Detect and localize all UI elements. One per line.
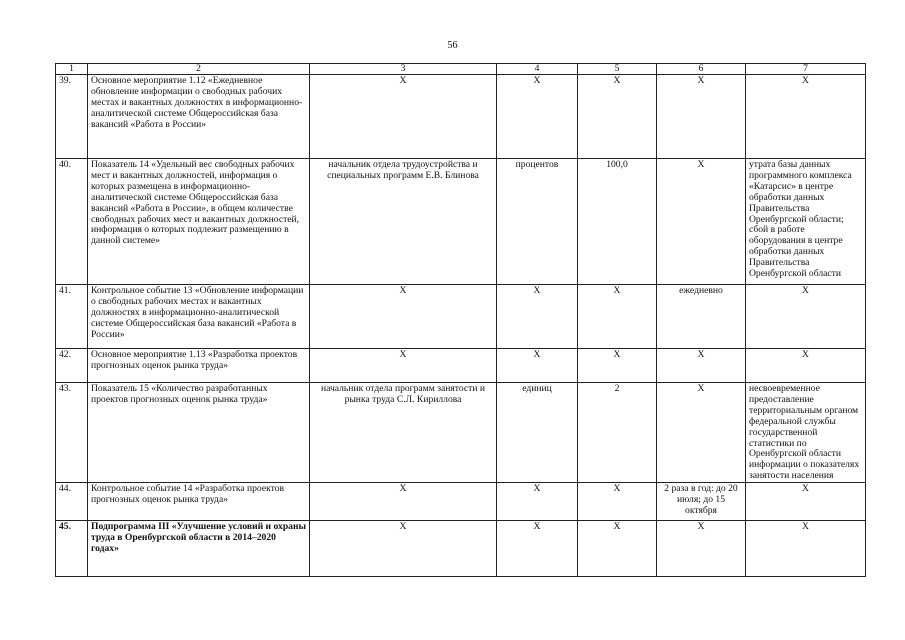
risk: X [746, 285, 866, 349]
risk: утрата базы данных программного комплекса «Катарсис» в центре обработки данных Правительства Оренбургской области; сбой в работе оборудования в центре обработки данных Правительства Оренбургской области [746, 159, 866, 285]
responsible: X [310, 483, 497, 521]
value: X [578, 349, 657, 383]
column-number: 7 [746, 64, 866, 75]
unit: X [497, 349, 578, 383]
item-name: Показатель 15 «Количество разработанных проектов прогнозных оценок рынка труда» [88, 383, 310, 483]
table-row [56, 159, 866, 285]
column-number: 3 [310, 64, 497, 75]
term: X [657, 75, 746, 159]
table-row [56, 383, 866, 483]
responsible: X [310, 285, 497, 349]
column-number-row [56, 64, 866, 75]
risk: X [746, 521, 866, 577]
unit: X [497, 285, 578, 349]
row-number: 42. [56, 349, 88, 383]
risk: несвоевременное предоставление территориальным органом федеральной службы государственной статистики по Оренбургской области информации о показателях занятости населения [746, 383, 866, 483]
risk: X [746, 349, 866, 383]
table-row [56, 521, 866, 577]
item-name: Показатель 14 «Удельный вес свободных рабочих мест и вакантных должностей, информация о которых размещена в информационно-аналитической системе Общероссийская база вакансий «Работа в России», в общем количестве свободных рабочих мест и вакантных должностей, информация о которых подлежит размещению в данной системе» [88, 159, 310, 285]
value: X [578, 285, 657, 349]
item-name: Подпрограмма III «Улучшение условий и охраны труда в Оренбургской области в 2014–2020 годах» [88, 521, 310, 577]
value: 100,0 [578, 159, 657, 285]
responsible: начальник отдела программ занятости и рынка труда С.Л. Кириллова [310, 383, 497, 483]
term: ежедневно [657, 285, 746, 349]
plan-table [55, 63, 866, 577]
term: X [657, 521, 746, 577]
unit: X [497, 483, 578, 521]
unit: X [497, 521, 578, 577]
page-number: 56 [447, 40, 458, 51]
row-number: 44. [56, 483, 88, 521]
item-name: Основное мероприятие 1.12 «Ежедневное обновление информации о свободных рабочих местах и вакантных должностях в информационно-аналитической системе Общероссийская база вакансий «Работа в России» [88, 75, 310, 159]
term: X [657, 349, 746, 383]
column-number: 2 [88, 64, 310, 75]
table-row [56, 483, 866, 521]
table-row [56, 349, 866, 383]
item-name: Контрольное событие 13 «Обновление информации о свободных рабочих местах и вакантных должностях в информационно-аналитической системе Общероссийская база вакансий «Работа в России» [88, 285, 310, 349]
column-number: 5 [578, 64, 657, 75]
column-number: 1 [56, 64, 88, 75]
row-number: 40. [56, 159, 88, 285]
value: X [578, 483, 657, 521]
unit: единиц [497, 383, 578, 483]
term: X [657, 383, 746, 483]
responsible: X [310, 75, 497, 159]
row-number: 45. [56, 521, 88, 577]
unit: процентов [497, 159, 578, 285]
item-name: Контрольное событие 14 «Разработка проектов прогнозных оценок рынка труда» [88, 483, 310, 521]
row-number: 41. [56, 285, 88, 349]
unit: X [497, 75, 578, 159]
value: X [578, 75, 657, 159]
column-number: 4 [497, 64, 578, 75]
row-number: 39. [56, 75, 88, 159]
item-name: Основное мероприятие 1.13 «Разработка проектов прогнозных оценок рынка труда» [88, 349, 310, 383]
risk: X [746, 483, 866, 521]
value: 2 [578, 383, 657, 483]
responsible: X [310, 521, 497, 577]
row-number: 43. [56, 383, 88, 483]
responsible: начальник отдела трудоустройства и специальных программ Е.В. Блинова [310, 159, 497, 285]
column-number: 6 [657, 64, 746, 75]
risk: X [746, 75, 866, 159]
responsible: X [310, 349, 497, 383]
table-row [56, 75, 866, 159]
value: X [578, 521, 657, 577]
term: 2 раза в год: до 20 июля; до 15 октября [657, 483, 746, 521]
table-row [56, 285, 866, 349]
term: X [657, 159, 746, 285]
